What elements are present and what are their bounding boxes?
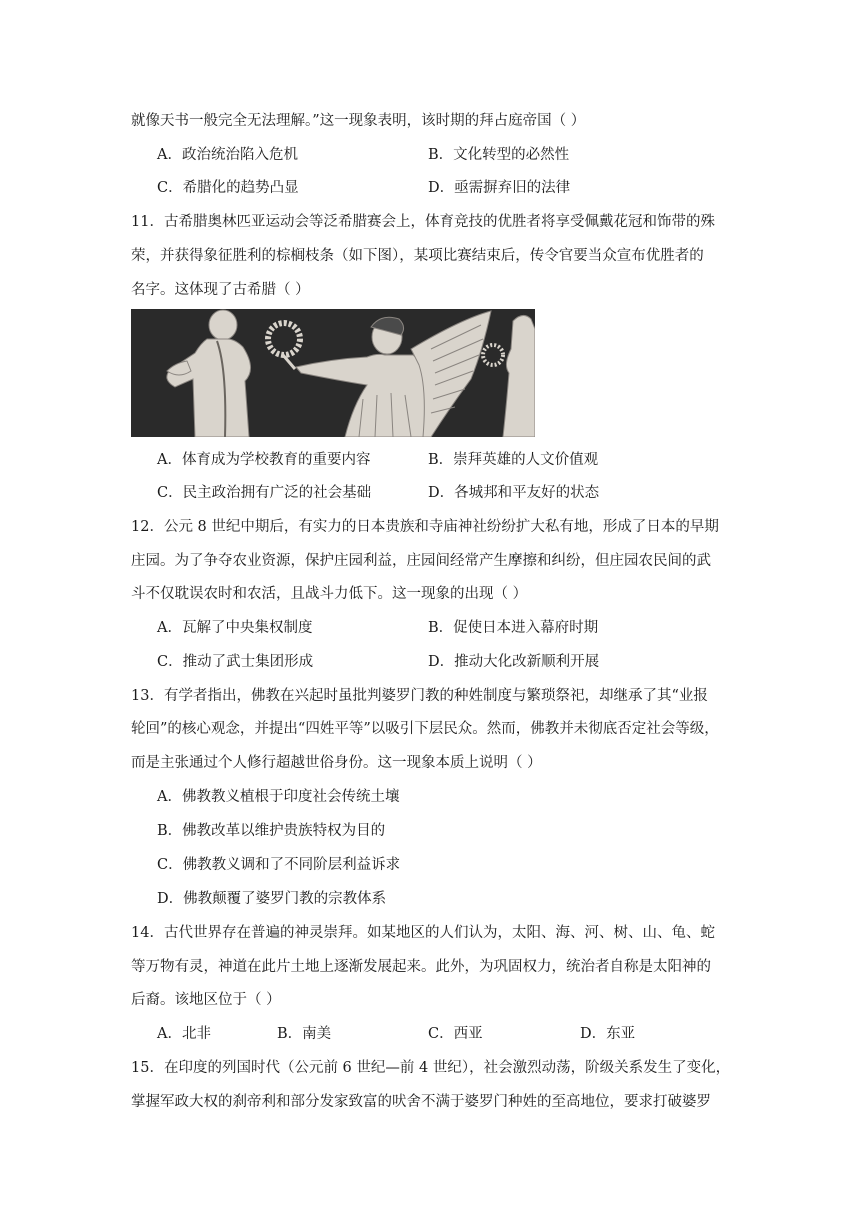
question-15-stem-line-2: 掌握军政大权的刹帝利和部分发家致富的吠舍不满于婆罗门种姓的至高地位，要求打破婆罗 (131, 1094, 711, 1110)
question-11-stem-line-1: 11．古希腊奥林匹亚运动会等泛希腊赛会上，体育竞技的优胜者将享受佩戴花冠和饰带的殊 (131, 214, 715, 230)
question-13-stem-line-3: 而是主张通过个人修行超越世俗身份。这一现象本质上说明（ ） (131, 755, 542, 771)
q13-option-a: A．佛教教义植根于印度社会传统土壤 (157, 789, 400, 805)
q10-option-b: B．文化转型的必然性 (428, 147, 570, 163)
question-12-stem-line-3: 斗不仅耽误农时和农活，且战斗力低下。这一现象的出现（ ） (131, 586, 528, 602)
q14-option-d: D．东亚 (580, 1026, 636, 1042)
q10-option-a: A．政治统治陷入危机 (157, 147, 298, 163)
q13-option-b: B．佛教改革以维护贵族特权为目的 (157, 823, 386, 839)
question-14-stem-line-1: 14．古代世界存在普遍的神灵崇拜。如某地区的人们认为，太阳、海、河、树、山、龟、蛇 (131, 925, 715, 941)
q11-option-a: A．体育成为学校教育的重要内容 (157, 452, 371, 468)
greek-vase-painting-image (131, 309, 535, 437)
question-11-stem-line-3: 名字。这体现了古希腊（ ） (131, 282, 310, 298)
q11-option-b: B．崇拜英雄的人文价值观 (428, 452, 599, 468)
question-12-stem-line-1: 12．公元 8 世纪中期后，有实力的日本贵族和寺庙神社纷纷扩大私有地，形成了日本的早期 (131, 519, 719, 535)
q14-option-c: C．西亚 (428, 1026, 483, 1042)
q10-option-c: C．希腊化的趋势凸显 (157, 180, 299, 196)
nike-crowning-athlete-illustration (131, 309, 535, 437)
q12-option-b: B．促使日本进入幕府时期 (428, 620, 599, 636)
question-10-stem-line: 就像天书一般完全无法理解。”这一现象表明，该时期的拜占庭帝国（ ） (131, 113, 586, 129)
question-13-stem-line-1: 13．有学者指出，佛教在兴起时虽批判婆罗门教的种姓制度与繁琐祭祀，却继承了其“业报 (131, 688, 708, 704)
q11-option-d: D．各城邦和平友好的状态 (428, 485, 600, 501)
q14-option-a: A．北非 (157, 1026, 211, 1042)
q12-option-a: A．瓦解了中央集权制度 (157, 620, 313, 636)
question-11-stem-line-2: 荣，并获得象征胜利的棕榈枝条（如下图），某项比赛结束后，传令官要当众宣布优胜者的 (131, 248, 704, 264)
q10-option-d: D．亟需摒弃旧的法律 (428, 180, 571, 196)
question-13-stem-line-2: 轮回”的核心观念，并提出“四姓平等”以吸引下层民众。然而，佛教并未彻底否定社会等级， (131, 721, 719, 737)
question-15-stem-line-1: 15．在印度的列国时代（公元前 6 世纪—前 4 世纪），社会激烈动荡，阶级关系发生了变化， (131, 1060, 731, 1076)
question-14-stem-line-2: 等万物有灵，神道在此片土地上逐渐发展起来。此外，为巩固权力，统治者自称是太阳神的 (131, 959, 711, 975)
q13-option-c: C．佛教教义调和了不同阶层利益诉求 (157, 857, 401, 873)
q12-option-c: C．推动了武士集团形成 (157, 654, 314, 670)
q11-option-c: C．民主政治拥有广泛的社会基础 (157, 485, 372, 501)
question-12-stem-line-2: 庄园。为了争夺农业资源，保护庄园利益，庄园间经常产生摩擦和纠纷，但庄园农民间的武 (131, 553, 711, 569)
q14-option-b: B．南美 (277, 1026, 332, 1042)
q12-option-d: D．推动大化改新顺利开展 (428, 654, 600, 670)
question-14-stem-line-3: 后裔。该地区位于（ ） (131, 992, 281, 1008)
q13-option-d: D．佛教颠覆了婆罗门教的宗教体系 (157, 891, 387, 907)
